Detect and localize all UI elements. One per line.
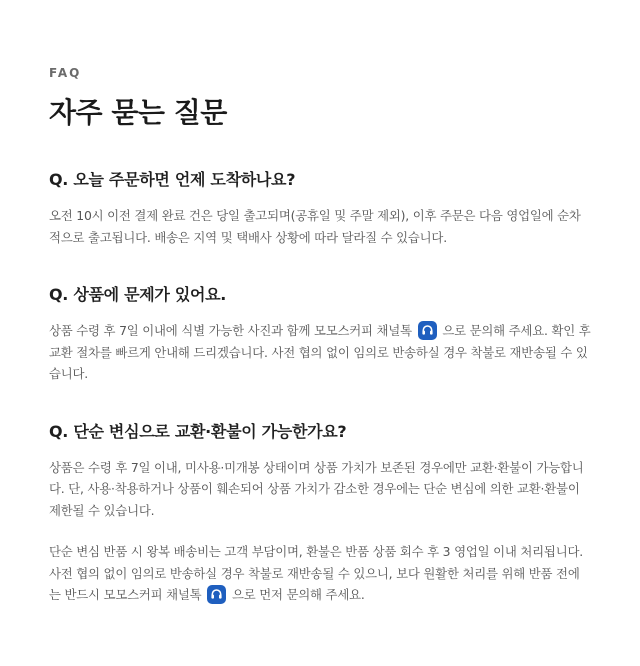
faq-question: Q. 오늘 주문하면 언제 도착하나요? [49, 170, 296, 189]
kakao-channel-icon[interactable] [207, 585, 226, 604]
faq-answer-text: 단순 변심 반품 시 왕복 배송비는 고객 부담이며, 환불은 반품 상품 회수 후 3 영업일 이내 처리됩니다. 사전 협의 없이 임의로 반송하실 경우 착불로 재반송될 수 있으니, 보다 원활한 처리를 위해 반품 전에는 반드시 모모스커피 채널톡 [49, 544, 583, 602]
faq-item-delivery [49, 169, 591, 248]
faq-answer-text: 으로 문의해 주세요. 확인 후 교환 절차를 빠르게 안내해 드리겠습니다. 사전 협의 없이 임의로 반송하실 경우 착불로 재반송될 수 있습니다. [49, 323, 591, 381]
faq-answer [49, 541, 591, 606]
faq-item-refund [49, 421, 591, 606]
faq-question: Q. 단순 변심으로 교환·환불이 가능한가요? [49, 421, 347, 441]
faq-question: Q. 상품에 문제가 있어요. [49, 285, 227, 304]
section-eyebrow: FAQ [49, 66, 82, 80]
faq-item-product-issue [49, 284, 591, 385]
faq-answer [49, 320, 591, 385]
faq-answer: 상품은 수령 후 7일 이내, 미사용·미개봉 상태이며 상품 가치가 보존된 경우에만 교환·환불이 가능합니다. 단, 사용·착용하거나 상품이 훼손되어 상품 가치가 감소한 경우에는 단순 변심에 의한 교환·환불이 제한될 수 있습니다. [49, 459, 584, 518]
page-title: 자주 묻는 질문 [49, 96, 227, 129]
faq-answer-text: 상품 수령 후 7일 이내에 식별 가능한 사진과 함께 모모스커피 채널톡 [49, 323, 412, 338]
faq-answer-text: 으로 먼저 문의해 주세요. [231, 587, 365, 602]
kakao-channel-icon[interactable] [418, 321, 437, 340]
faq-answer: 오전 10시 이전 결제 완료 건은 당일 출고되며(공휴일 및 주말 제외), 이후 주문은 다음 영업일에 순차적으로 출고됩니다. 배송은 지역 및 택배사 상황에 따라 달라질 수 있습니다. [49, 208, 581, 245]
